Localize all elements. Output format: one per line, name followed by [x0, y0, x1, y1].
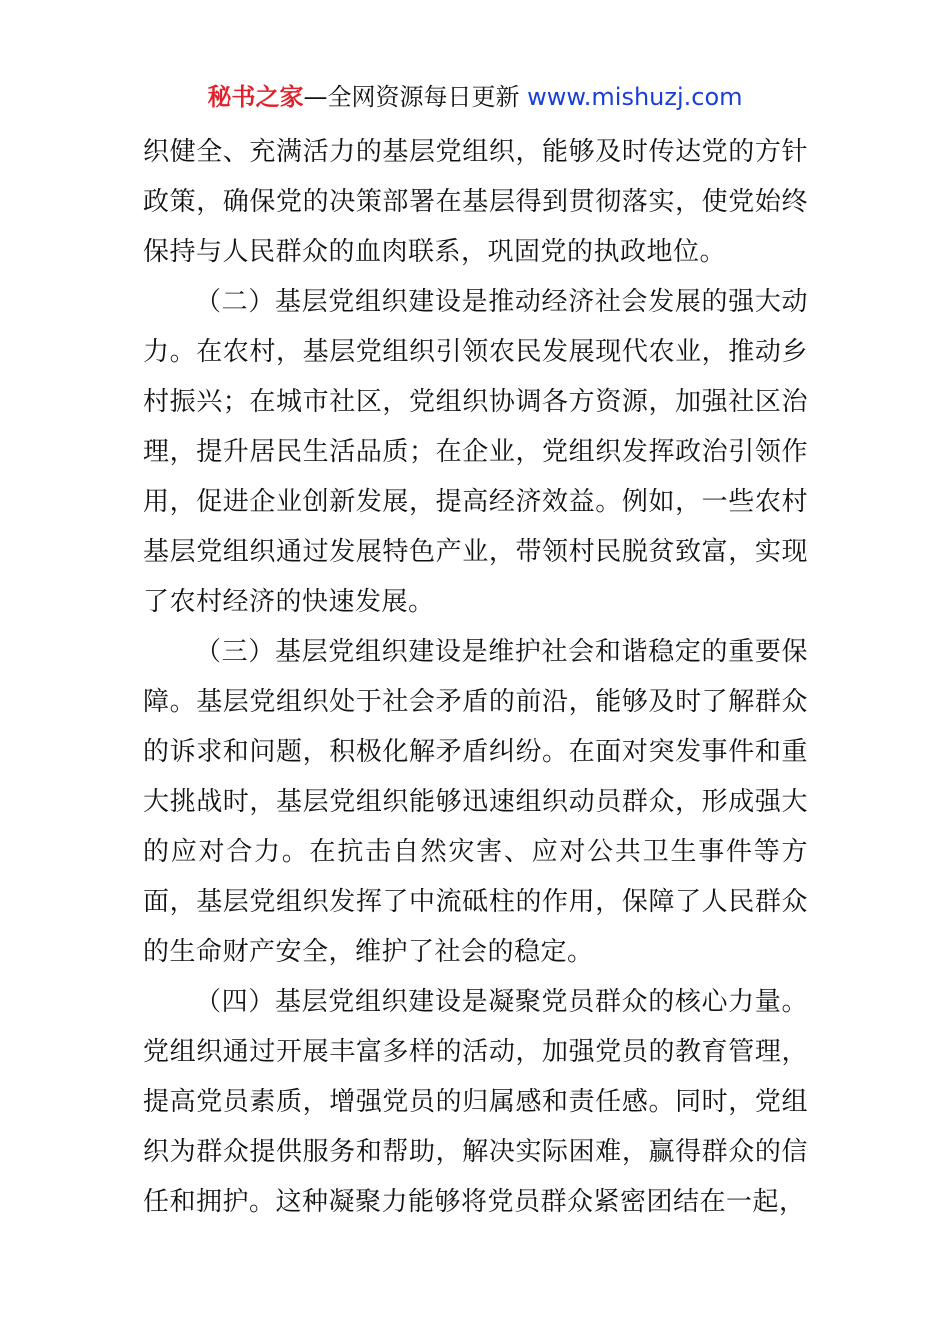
site-header: [0, 80, 950, 114]
site-url-link[interactable]: www.mishuzj.com: [527, 83, 743, 111]
paragraph-section-2: （二）基层党组织建设是推动经济社会发展的强大动力。在农村，基层党组织引领农民发展现代农业，推动乡村振兴；在城市社区，党组织协调各方资源，加强社区治理，提升居民生活品质；在企业，党组织发挥政治引领作用，促进企业创新发展，提高经济效益。例如，一些农村基层党组织通过发展特色产业，带领村民脱贫致富，实现了农村经济的快速发展。: [143, 287, 808, 617]
document-body: [143, 127, 808, 1227]
paragraph-section-3: （三）基层党组织建设是维护社会和谐稳定的重要保障。基层党组织处于社会矛盾的前沿，能够及时了解群众的诉求和问题，积极化解矛盾纠纷。在面对突发事件和重大挑战时，基层党组织能够迅速组织动员群众，形成强大的应对合力。在抗击自然灾害、应对公共卫生事件等方面，基层党组织发挥了中流砥柱的作用，保障了人民群众的生命财产安全，维护了社会的稳定。: [143, 637, 808, 967]
site-brand: 秘书之家: [207, 83, 304, 111]
paragraph-section-4: （四）基层党组织建设是凝聚党员群众的核心力量。党组织通过开展丰富多样的活动，加强党员的教育管理，提高党员素质，增强党员的归属感和责任感。同时，党组织为群众提供服务和帮助，解决实际困难，赢得群众的信任和拥护。这种凝聚力能够将党员群众紧密团结在一起，: [143, 987, 808, 1217]
paragraph-continuation: 织健全、充满活力的基层党组织，能够及时传达党的方针政策，确保党的决策部署在基层得到贯彻落实，使党始终保持与人民群众的血肉联系，巩固党的执政地位。: [143, 137, 808, 267]
site-tagline: —全网资源每日更新: [303, 83, 528, 111]
